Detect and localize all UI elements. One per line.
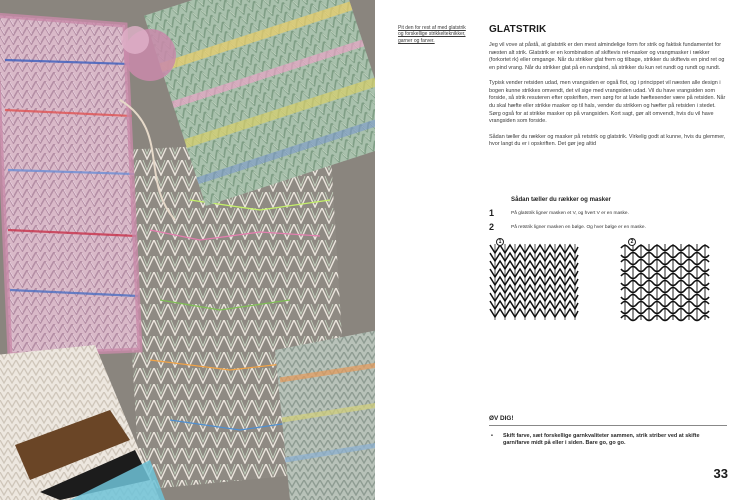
garter-stitch-icon xyxy=(620,242,712,322)
exercise-bullet xyxy=(489,433,727,447)
body-paragraph: Jeg vil vove at påstå, at glatstrik er den mest almindelige form for strik og faktisk fundamentet for næsten alt strik. Glatstrik er en kombination af skiftevis ret-masker og vrangmasker i rækker (forkortet rk) eller omgange. Når du strikker glat frem og tilbage, strikker du skiftevis en pind ret og en pind vrang. Når du strikker glat på en rundpind, så strikker du kun ret rundt og rundt og rundt. xyxy=(489,42,725,71)
step-text: På glatstrik ligner masken et V, og hvert V er en maske. xyxy=(511,211,629,216)
step-number: 2 xyxy=(489,222,495,232)
section-subheading: Sådan tæller du rækker og masker xyxy=(511,196,611,203)
diagram-label: 2 xyxy=(628,238,636,246)
bullet-marker: • xyxy=(491,433,493,439)
body-paragraph: Typisk vender retsiden udad, men vrangsiden er også flot, og i princippet vil næsten alle design i bogen kunne strikkes omvendt, det vil sige med vrangsiden udad. Vil du have vrangsiden som forside, så strik resuteren efter opskriften, men sørg for at lade hæftesender være på retsiden. Når du skal hæfte eller strikke masker op til hals, vender du strikken og hæfter på retsiden i stedet. Sørg også for at strikke masker op på vrangsiden. Kort sagt, gør alt omvendt, hvis du vil have vrangsiden som forside. xyxy=(489,80,726,125)
body-paragraph: Sådan tæller du rækker og masker på retstrik og glatstrik. Virkelig godt at kunne, hvis du glemmer, hvor langt du er i opskriften. Det gør jeg altid xyxy=(489,133,726,148)
step-text: På retstrik ligner masken en bølge. Og hver bølge er en maske. xyxy=(511,225,646,230)
exercise-heading: ØV DIG! xyxy=(489,415,514,422)
diagram-label: 1 xyxy=(496,238,504,246)
page-number: 33 xyxy=(713,466,728,481)
margin-note: Pit den for rest af med glatstrik og forskellige strikkelteknikker, garner og farver. xyxy=(398,25,466,44)
step-number: 1 xyxy=(489,208,495,218)
exercise-text: Skift farve, sæt forskellige garnkvaliteter sammen, strik striber ved at skifte garn/farve midt på eller i siden. Bare go, go go. xyxy=(503,433,700,447)
stockinette-stitch-icon xyxy=(488,242,580,322)
right-page xyxy=(375,0,750,500)
section-divider xyxy=(489,425,727,426)
stockinette-diagram xyxy=(488,238,588,322)
page-title: GLATSTRIK xyxy=(489,24,547,35)
garter-diagram xyxy=(620,238,720,322)
body-text xyxy=(489,42,727,157)
